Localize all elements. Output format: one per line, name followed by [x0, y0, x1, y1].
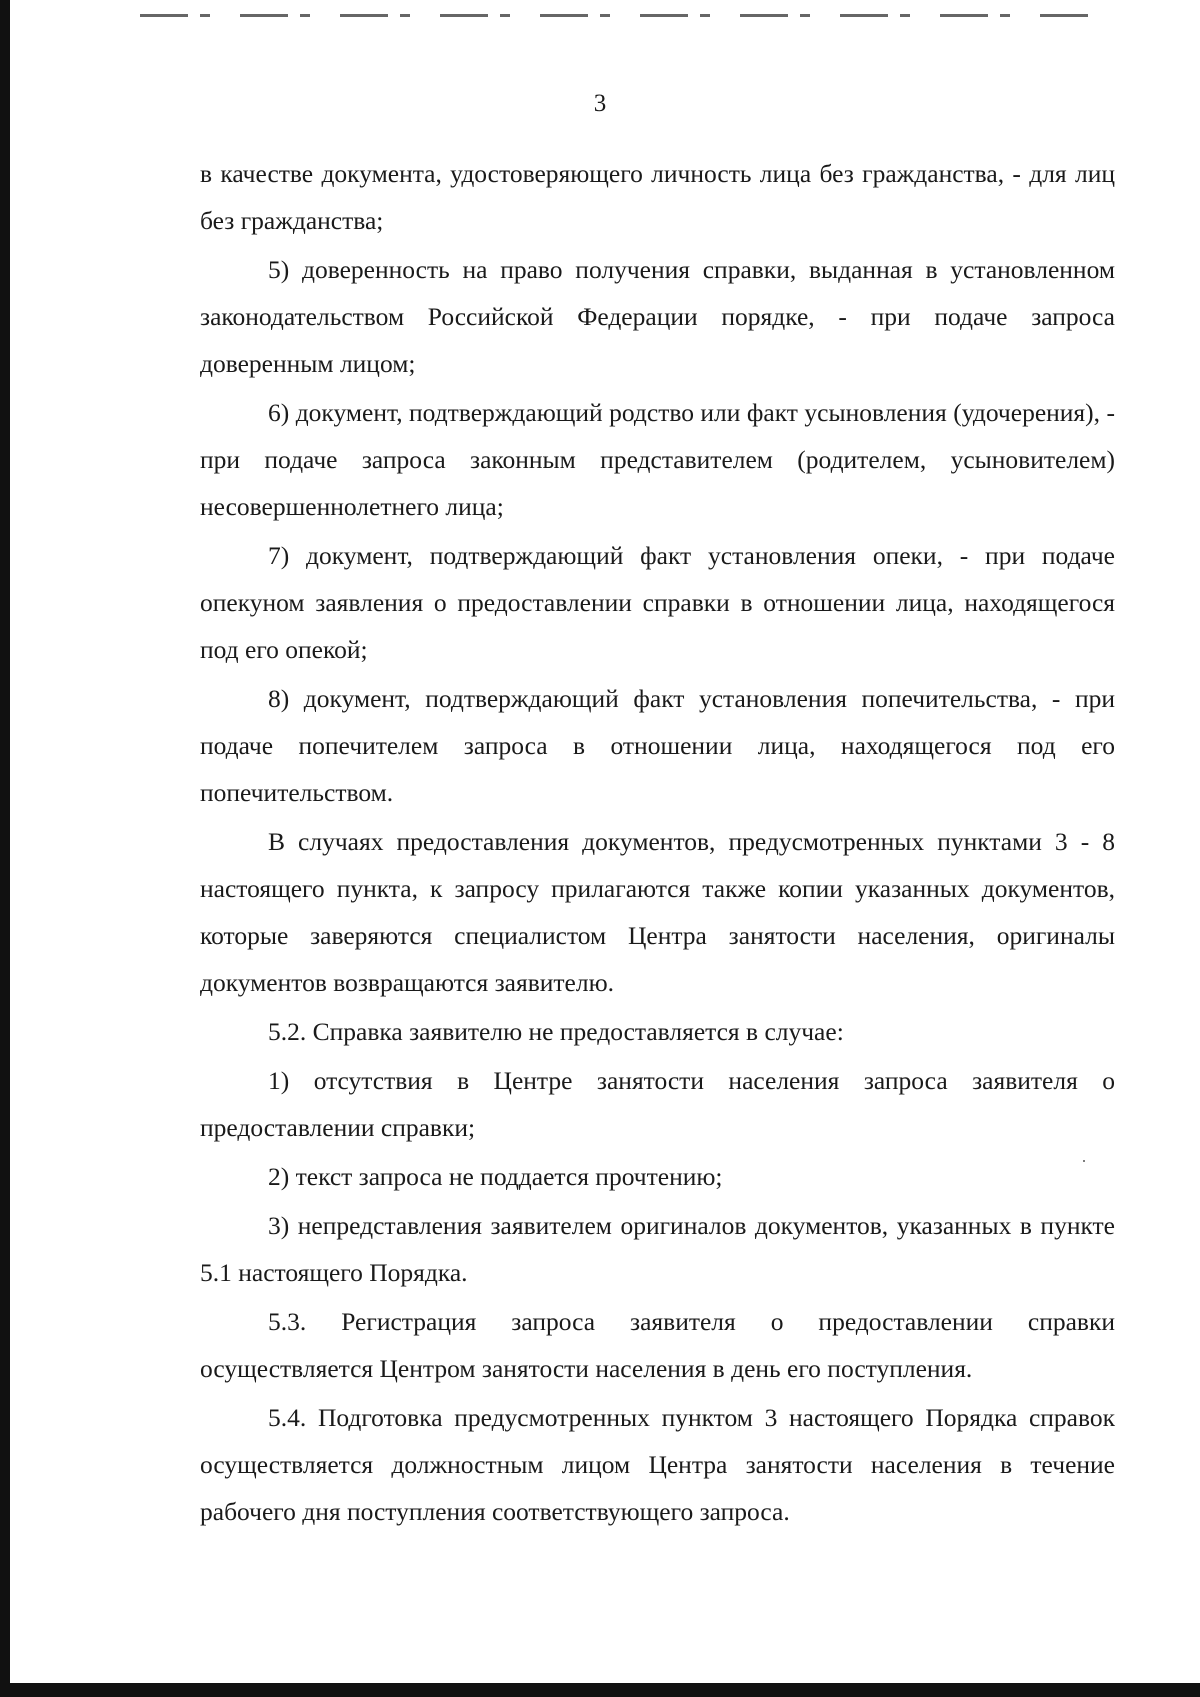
- list-item-8: 8) документ, подтверждающий факт установления попечительства, - при подаче попечителем запроса в отношении лица, находящегося под его попечительством.: [200, 684, 1115, 807]
- section-5-4: 5.4. Подготовка предусмотренных пунктом 3 настоящего Порядка справок осуществляется должностным лицом Центра занятости населения в течение рабочего дня поступления соответствующего запроса.: [200, 1403, 1115, 1526]
- scan-top-dashes: [140, 14, 1090, 17]
- list-item-7: 7) документ, подтверждающий факт установления опеки, - при подаче опекуном заявления о предоставлении справки в отношении лица, находящегося под его опекой;: [200, 541, 1115, 664]
- paragraph-copies: В случаях предоставления документов, предусмотренных пунктами 3 - 8 настоящего пункта, к запросу прилагаются также копии указанных документов, которые заверяются специалистом Центра занятости населения, оригиналы документов возвращаются заявителю.: [200, 827, 1115, 997]
- page-number: 3: [593, 90, 607, 117]
- scan-border-bottom: [0, 1683, 1200, 1697]
- scan-border-left: [0, 0, 10, 1697]
- refusal-item-3: 3) непредставления заявителем оригиналов документов, указанных в пункте 5.1 настоящего Порядка.: [200, 1211, 1115, 1287]
- paragraph-continuation: в качестве документа, удостоверяющего личность лица без гражданства, - для лиц без гражданства;: [200, 159, 1115, 235]
- list-item-6: 6) документ, подтверждающий родство или факт усыновления (удочерения), - при подаче запроса законным представителем (родителем, усыновителем) несовершеннолетнего лица;: [200, 398, 1115, 521]
- refusal-item-2: 2) текст запроса не поддается прочтению;: [268, 1162, 723, 1191]
- section-5-3: 5.3. Регистрация запроса заявителя о предоставлении справки осуществляется Центром занятости населения в день его поступления.: [200, 1307, 1115, 1383]
- list-item-5: 5) доверенность на право получения справки, выданная в установленном законодательством Российской Федерации порядке, - при подаче запроса доверенным лицом;: [200, 255, 1115, 378]
- refusal-item-1: 1) отсутствия в Центре занятости населения запроса заявителя о предоставлении справки;: [200, 1066, 1115, 1142]
- section-5-2-heading: 5.2. Справка заявителю не предоставляется в случае:: [268, 1017, 844, 1046]
- document-body: [200, 150, 1115, 1535]
